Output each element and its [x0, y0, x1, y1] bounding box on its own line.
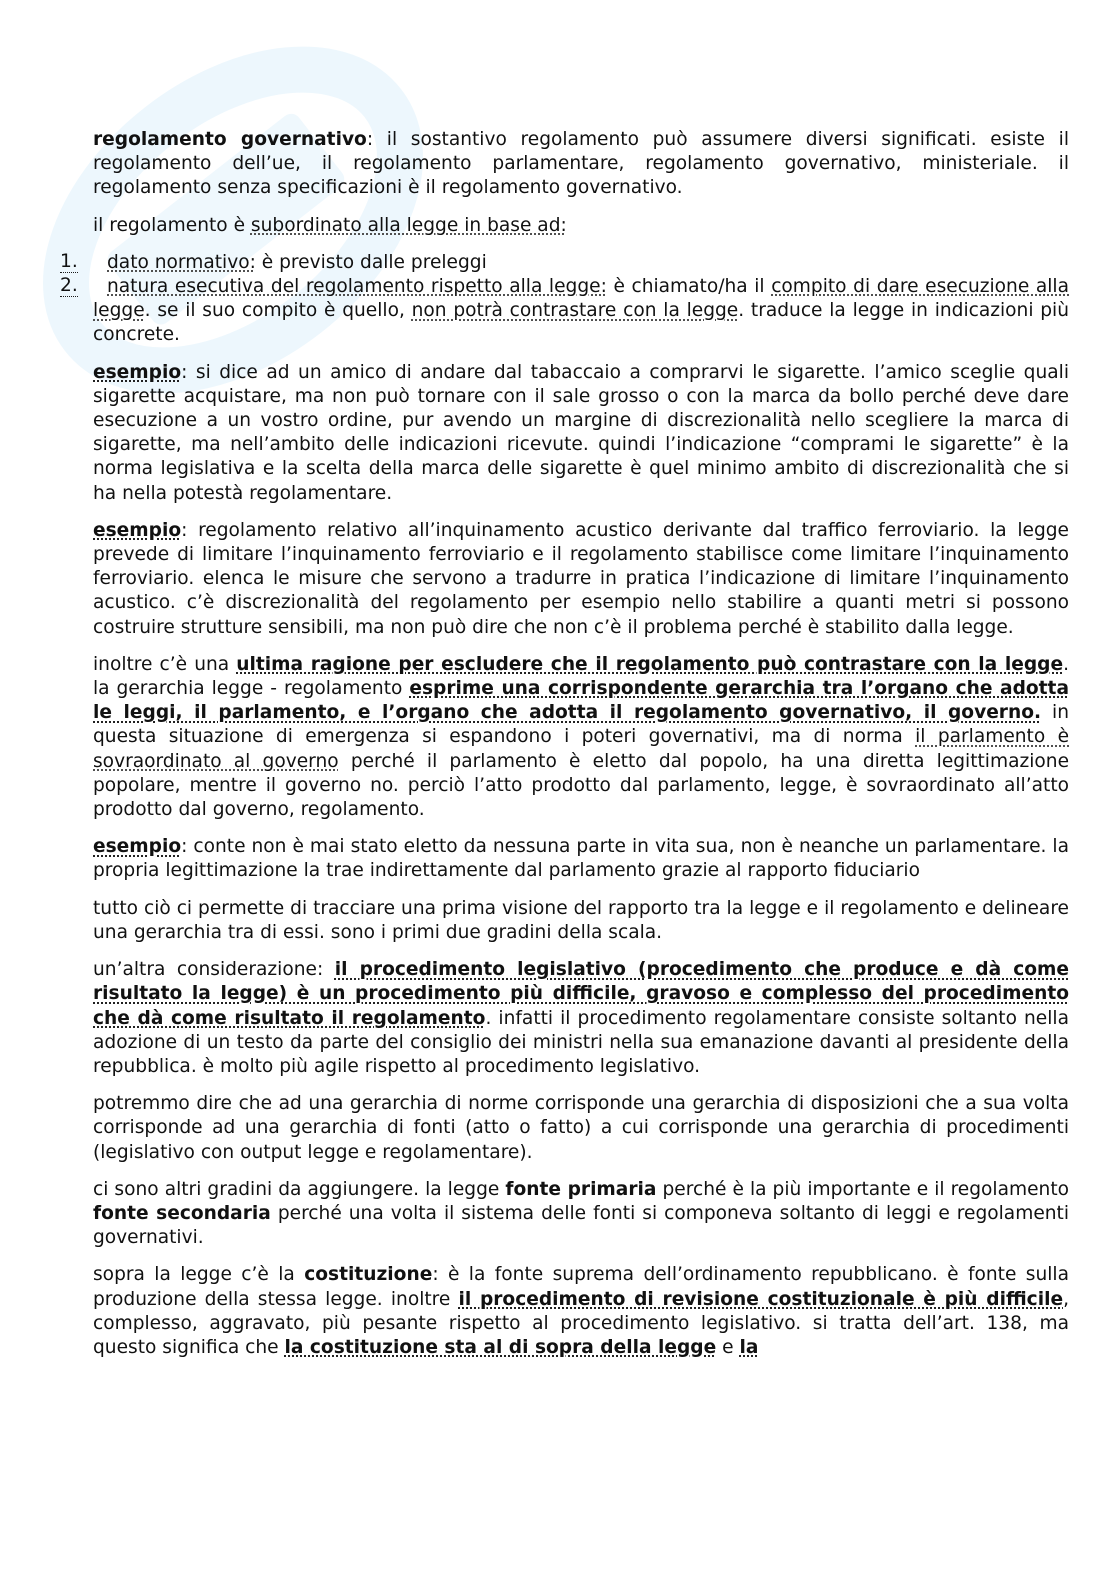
- list-item: 1. dato normativo: è previsto dalle preleggi: [60, 250, 487, 273]
- paragraph-regolamento-governativo: regolamento governativo: il sostantivo regolamento può assumere diversi significati. esiste il regolamento dell’ue, il regolamento parlamentare, regolamento governativo, ministeriale. il regolamento senza specificazioni è il regolamento governativo.: [93, 129, 1069, 199]
- paragraph-costituzione: sopra la legge c’è la costituzione: è la fonte suprema dell’ordinamento repubblicano. è fonte sulla produzione della stessa legge. inoltre il procedimento di revisione costituzionale è più difficile, complesso, aggravato, più pesante rispetto al procedimento legislativo. si tratta dell’art. 138, ma questo significa che la costituzione sta al di sopra della legge e la: [93, 1264, 1069, 1358]
- paragraph-gerarchia-fonti: potremmo dire che ad una gerarchia di norme corrisponde una gerarchia di disposizioni che a sua volta corrisponde ad una gerarchia di fonti (atto o fatto) a cui corrisponde una gerarchia di procedimenti (legislativo con output legge e regolamentare).: [93, 1093, 1069, 1163]
- esempio-label: esempio: [93, 361, 182, 383]
- paragraph-ultima-ragione: inoltre c’è una ultima ragione per escludere che il regolamento può contrastare con la legge. la gerarchia legge - regolamento esprime una corrispondente gerarchia tra l’organo che adotta le leggi, il parlamento, e l’organo che adotta il regolamento governativo, il governo. in questa situazione di emergenza si espandono i poteri governativi, ma di norma il parlamento è sovraordinato al governo perché il parlamento è eletto dal popolo, ha una diretta legittimazione popolare, mentre il governo no. perciò l’atto prodotto dal parlamento, legge, è sovraordinato all’atto prodotto dal governo, regolamento.: [93, 653, 1070, 821]
- document-body: [60, 128, 1070, 1373]
- term-regolamento-governativo: regolamento governativo: [93, 129, 367, 150]
- paragraph-procedimento: un’altra considerazione: il procedimento legislativo (procedimento che produce e dà come risultato la legge) è un procedimento più difficile, gravoso e complesso del procedimento che dà come risultato il regolamento. infatti il procedimento regolamentare consiste soltanto nella adozione di un testo da parte del consiglio dei ministri nella sua emanazione davanti al presidente della repubblica. è molto più agile rispetto al procedimento legislativo.: [93, 959, 1070, 1077]
- paragraph-esempio-inquinamento: esempio: regolamento relativo all’inquinamento acustico derivante dal traffico ferroviario. la legge prevede di limitare l’inquinamento ferroviario e il regolamento stabilisce come limitare l’inquinamento ferroviario. elenca le misure che servono a tradurre in pratica l’indicazione di limitare l’inquinamento acustico. c’è discrezionalità del regolamento per esempio nello stabilire a quanti metri si possono costruire strutture sensibili, ma non può dire che non c’è il problema perché è stabilito dalla legge.: [93, 519, 1069, 638]
- numbered-list: [60, 250, 1070, 348]
- esempio-label: esempio: [93, 519, 182, 541]
- paragraph-fonti-primaria-secondaria: ci sono altri gradini da aggiungere. la legge fonte primaria perché è la più importante e il regolamento fonte secondaria perché una volta il sistema delle fonti si componeva soltanto di leggi e regolamenti governativi.: [93, 1178, 1069, 1249]
- list-item: 2. natura esecutiva del regolamento rispetto alla legge: è chiamato/ha il compito di dare esecuzione alla legge. se il suo compito è quello, non potrà contrastare con la legge. traduce la legge in indicazioni più concrete.: [60, 275, 1070, 346]
- esempio-label: esempio: [93, 836, 182, 858]
- paragraph-subordinazione: il regolamento è subordinato alla legge in base ad:: [93, 214, 567, 236]
- paragraph-esempio-sigarette: esempio: si dice ad un amico di andare dal tabaccaio a comprarvi le sigarette. l’amico sceglie quali sigarette acquistare, ma non può tornare con il sale grosso o con la marca da bollo perché deve dare esecuzione a un vostro ordine, pur avendo un margine di discrezionalità nello scegliere la marca di sigarette, ma nell’ambito delle indicazioni ricevute. quindi l’indicazione “comprami le sigarette” è la norma legislativa e la scelta della marca delle sigarette è quel minimo ambito di discrezionalità che si ha nella potestà regolamentare.: [93, 361, 1069, 504]
- paragraph-gerarchia: tutto ciò ci permette di tracciare una prima visione del rapporto tra la legge e il regolamento e delineare una gerarchia tra di essi. sono i primi due gradini della scala.: [93, 897, 1069, 943]
- paragraph-esempio-conte: esempio: conte non è mai stato eletto da nessuna parte in vita sua, non è neanche un parlamentare. la propria legittimazione la trae indirettamente dal parlamento grazie al rapporto fiduciario: [93, 836, 1069, 882]
